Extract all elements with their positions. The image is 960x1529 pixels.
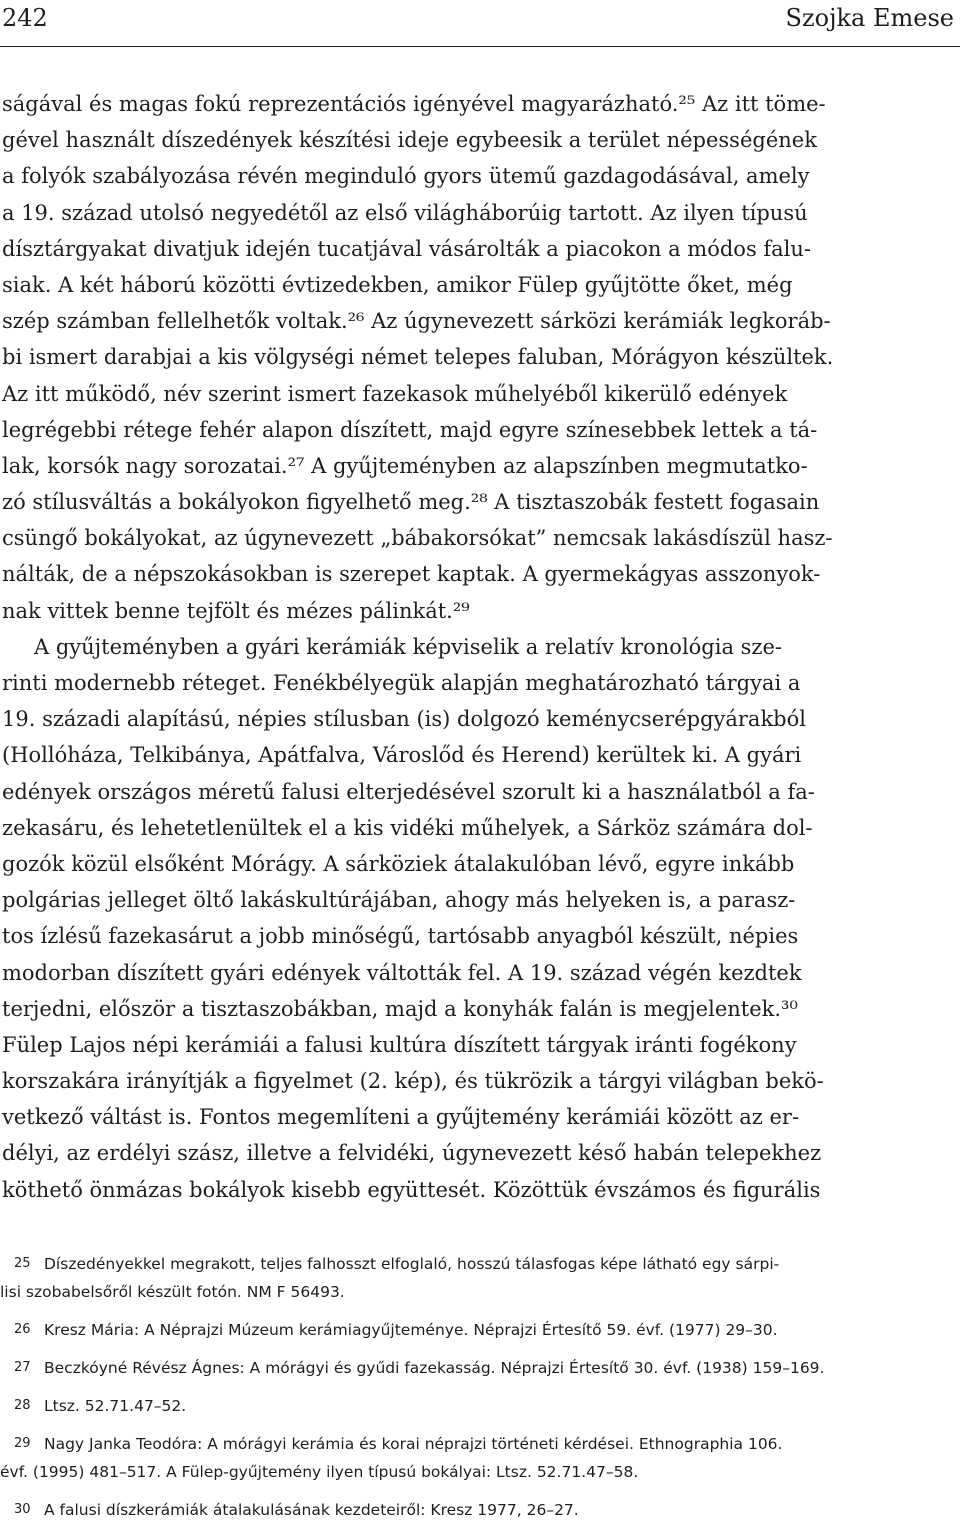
body-text	[2, 86, 955, 1208]
footnote-number: 27	[14, 1360, 31, 1375]
footnote-28	[0, 1392, 955, 1420]
body-line: csüngő bokályokat, az úgynevezett „bábakorsókat” nemcsak lakásdíszül hasz-	[2, 526, 833, 551]
body-line: zekasáru, és lehetetlenültek el a kis vidéki műhelyek, a Sárköz számára dol-	[2, 815, 813, 840]
body-line: dísztárgyakat divatjuk idején tucatjával vásárolták a piacokon a módos falu-	[2, 236, 812, 261]
footnotes	[0, 1250, 955, 1524]
footnote-number: 28	[14, 1398, 31, 1413]
body-line: délyi, az erdélyi szász, illetve a felvidéki, úgynevezett késő habán telepekhez	[2, 1141, 822, 1166]
body-line: legrégebbi rétege fehér alapon díszített, majd egyre színesebbek lettek a tá-	[2, 417, 818, 442]
footnote-text: A falusi díszkerámiák átalakulásának kezdeteiről: Kresz 1977, 26–27.	[44, 1501, 579, 1519]
body-line: zó stílusváltás a bokályokon figyelhető meg.²⁸ A tisztaszobák festett fogasain	[2, 490, 820, 515]
footnote-27	[0, 1354, 955, 1382]
body-line: nak vittek benne tejfölt és mézes pálinkát.²⁹	[2, 598, 470, 623]
body-line: 19. századi alapítású, népies stílusban (is) dolgozó keménycserépgyárakból	[2, 707, 806, 732]
body-line: gozók közül elsőként Mórágy. A sárköziek átalakulóban lévő, egyre inkább	[2, 851, 795, 876]
footnote-text: Kresz Mária: A Néprajzi Múzeum kerámiagyűjteménye. Néprajzi Értesítő 59. évf. (1977) 29–30.	[44, 1321, 778, 1339]
header-rule	[0, 46, 960, 47]
body-line: edények országos méretű falusi elterjedésével szorult ki a használatból a fa-	[2, 779, 815, 804]
body-line: gével használt díszedények készítési ideje egybeesik a terület népességének	[2, 128, 817, 153]
footnote-26	[0, 1316, 955, 1344]
body-line: bi ismert darabjai a kis völgységi német telepes faluban, Mórágyon készültek.	[2, 345, 834, 370]
footnote-number: 30	[14, 1502, 31, 1517]
page-header	[0, 0, 960, 50]
body-line: tos ízlésű fazekasárut a jobb minőségű, tartósabb anyagból készült, népies	[2, 924, 799, 949]
footnote-text: Ltsz. 52.71.47–52.	[44, 1397, 187, 1415]
running-head: Szojka Emese	[785, 4, 954, 32]
body-line: korszakára irányítják a figyelmet (2. kép), és tükrözik a tárgyi világban bekö-	[2, 1069, 824, 1094]
body-line: ságával és magas fokú reprezentációs igényével magyarázható.²⁵ Az itt töme-	[2, 92, 826, 116]
footnote-text: évf. (1995) 481–517. A Fülep-gyűjtemény ilyen típusú bokályai: Ltsz. 52.71.47–58.	[0, 1463, 639, 1481]
body-line: Fülep Lajos népi kerámiái a falusi kultúra díszített tárgyak iránti fogékony	[2, 1032, 797, 1057]
footnote-25	[0, 1250, 955, 1306]
body-line: modorban díszített gyári edények váltották fel. A 19. század végén kezdtek	[2, 960, 802, 985]
body-line: szép számban fellelhetők voltak.²⁶ Az úgynevezett sárközi kerámiák legkoráb-	[2, 309, 831, 334]
body-line: siak. A két háború közötti évtizedekben, amikor Fülep gyűjtötte őket, még	[2, 272, 793, 297]
footnote-text: Beczkóyné Révész Ágnes: A mórágyi és gyűdi fazekasság. Néprajzi Értesítő 30. évf. (1938) 159–169.	[44, 1359, 825, 1377]
body-line: (Hollóháza, Telkibánya, Apátfalva, Városlőd és Herend) kerültek ki. A gyári	[2, 743, 802, 768]
body-line: rinti modernebb réteget. Fenékbélyegük alapján meghatározható tárgyai a	[2, 671, 801, 695]
body-line: Az itt működő, név szerint ismert fazekasok műhelyéből kikerülő edények	[2, 381, 788, 406]
page-number: 242	[2, 4, 48, 32]
footnote-number: 25	[14, 1256, 31, 1271]
body-line: vetkező váltást is. Fontos megemlíteni a gyűjtemény kerámiái között az er-	[2, 1105, 800, 1130]
footnote-30	[0, 1496, 955, 1524]
body-line: a 19. század utolsó negyedétől az első világháborúig tartott. Az ilyen típusú	[2, 200, 808, 225]
body-line: nálták, de a népszokásokban is szerepet kaptak. A gyermekágyas asszonyok-	[2, 562, 821, 587]
body-line: köthető önmázas bokályok kisebb együttesét. Közöttük évszámos és figurális	[2, 1177, 821, 1202]
footnote-number: 29	[14, 1436, 31, 1451]
body-line: A gyűjteményben a gyári kerámiák képviselik a relatív kronológia sze-	[34, 634, 783, 659]
footnote-text: Díszedényekkel megrakott, teljes falhosszt elfoglaló, hosszú tálasfogas képe látható egy sárpi-	[44, 1255, 780, 1273]
footnote-text: lisi szobabelsőről készült fotón. NM F 56493.	[0, 1283, 345, 1301]
footnote-text: Nagy Janka Teodóra: A mórágyi kerámia és korai néprajzi történeti kérdései. Ethnographia 106.	[44, 1435, 783, 1453]
body-line: terjedni, először a tisztaszobákban, majd a konyhák falán is megjelentek.³⁰	[2, 996, 798, 1021]
body-line: a folyók szabályozása révén meginduló gyors ütemű gazdagodásával, amely	[2, 164, 810, 189]
body-line: lak, korsók nagy sorozatai.²⁷ A gyűjteményben az alapszínben megmutatko-	[2, 453, 808, 478]
body-line: polgárias jelleget öltő lakáskultúrájában, ahogy más helyeken is, a parasz-	[2, 888, 796, 913]
footnote-29	[0, 1430, 955, 1486]
footnote-number: 26	[14, 1322, 31, 1337]
